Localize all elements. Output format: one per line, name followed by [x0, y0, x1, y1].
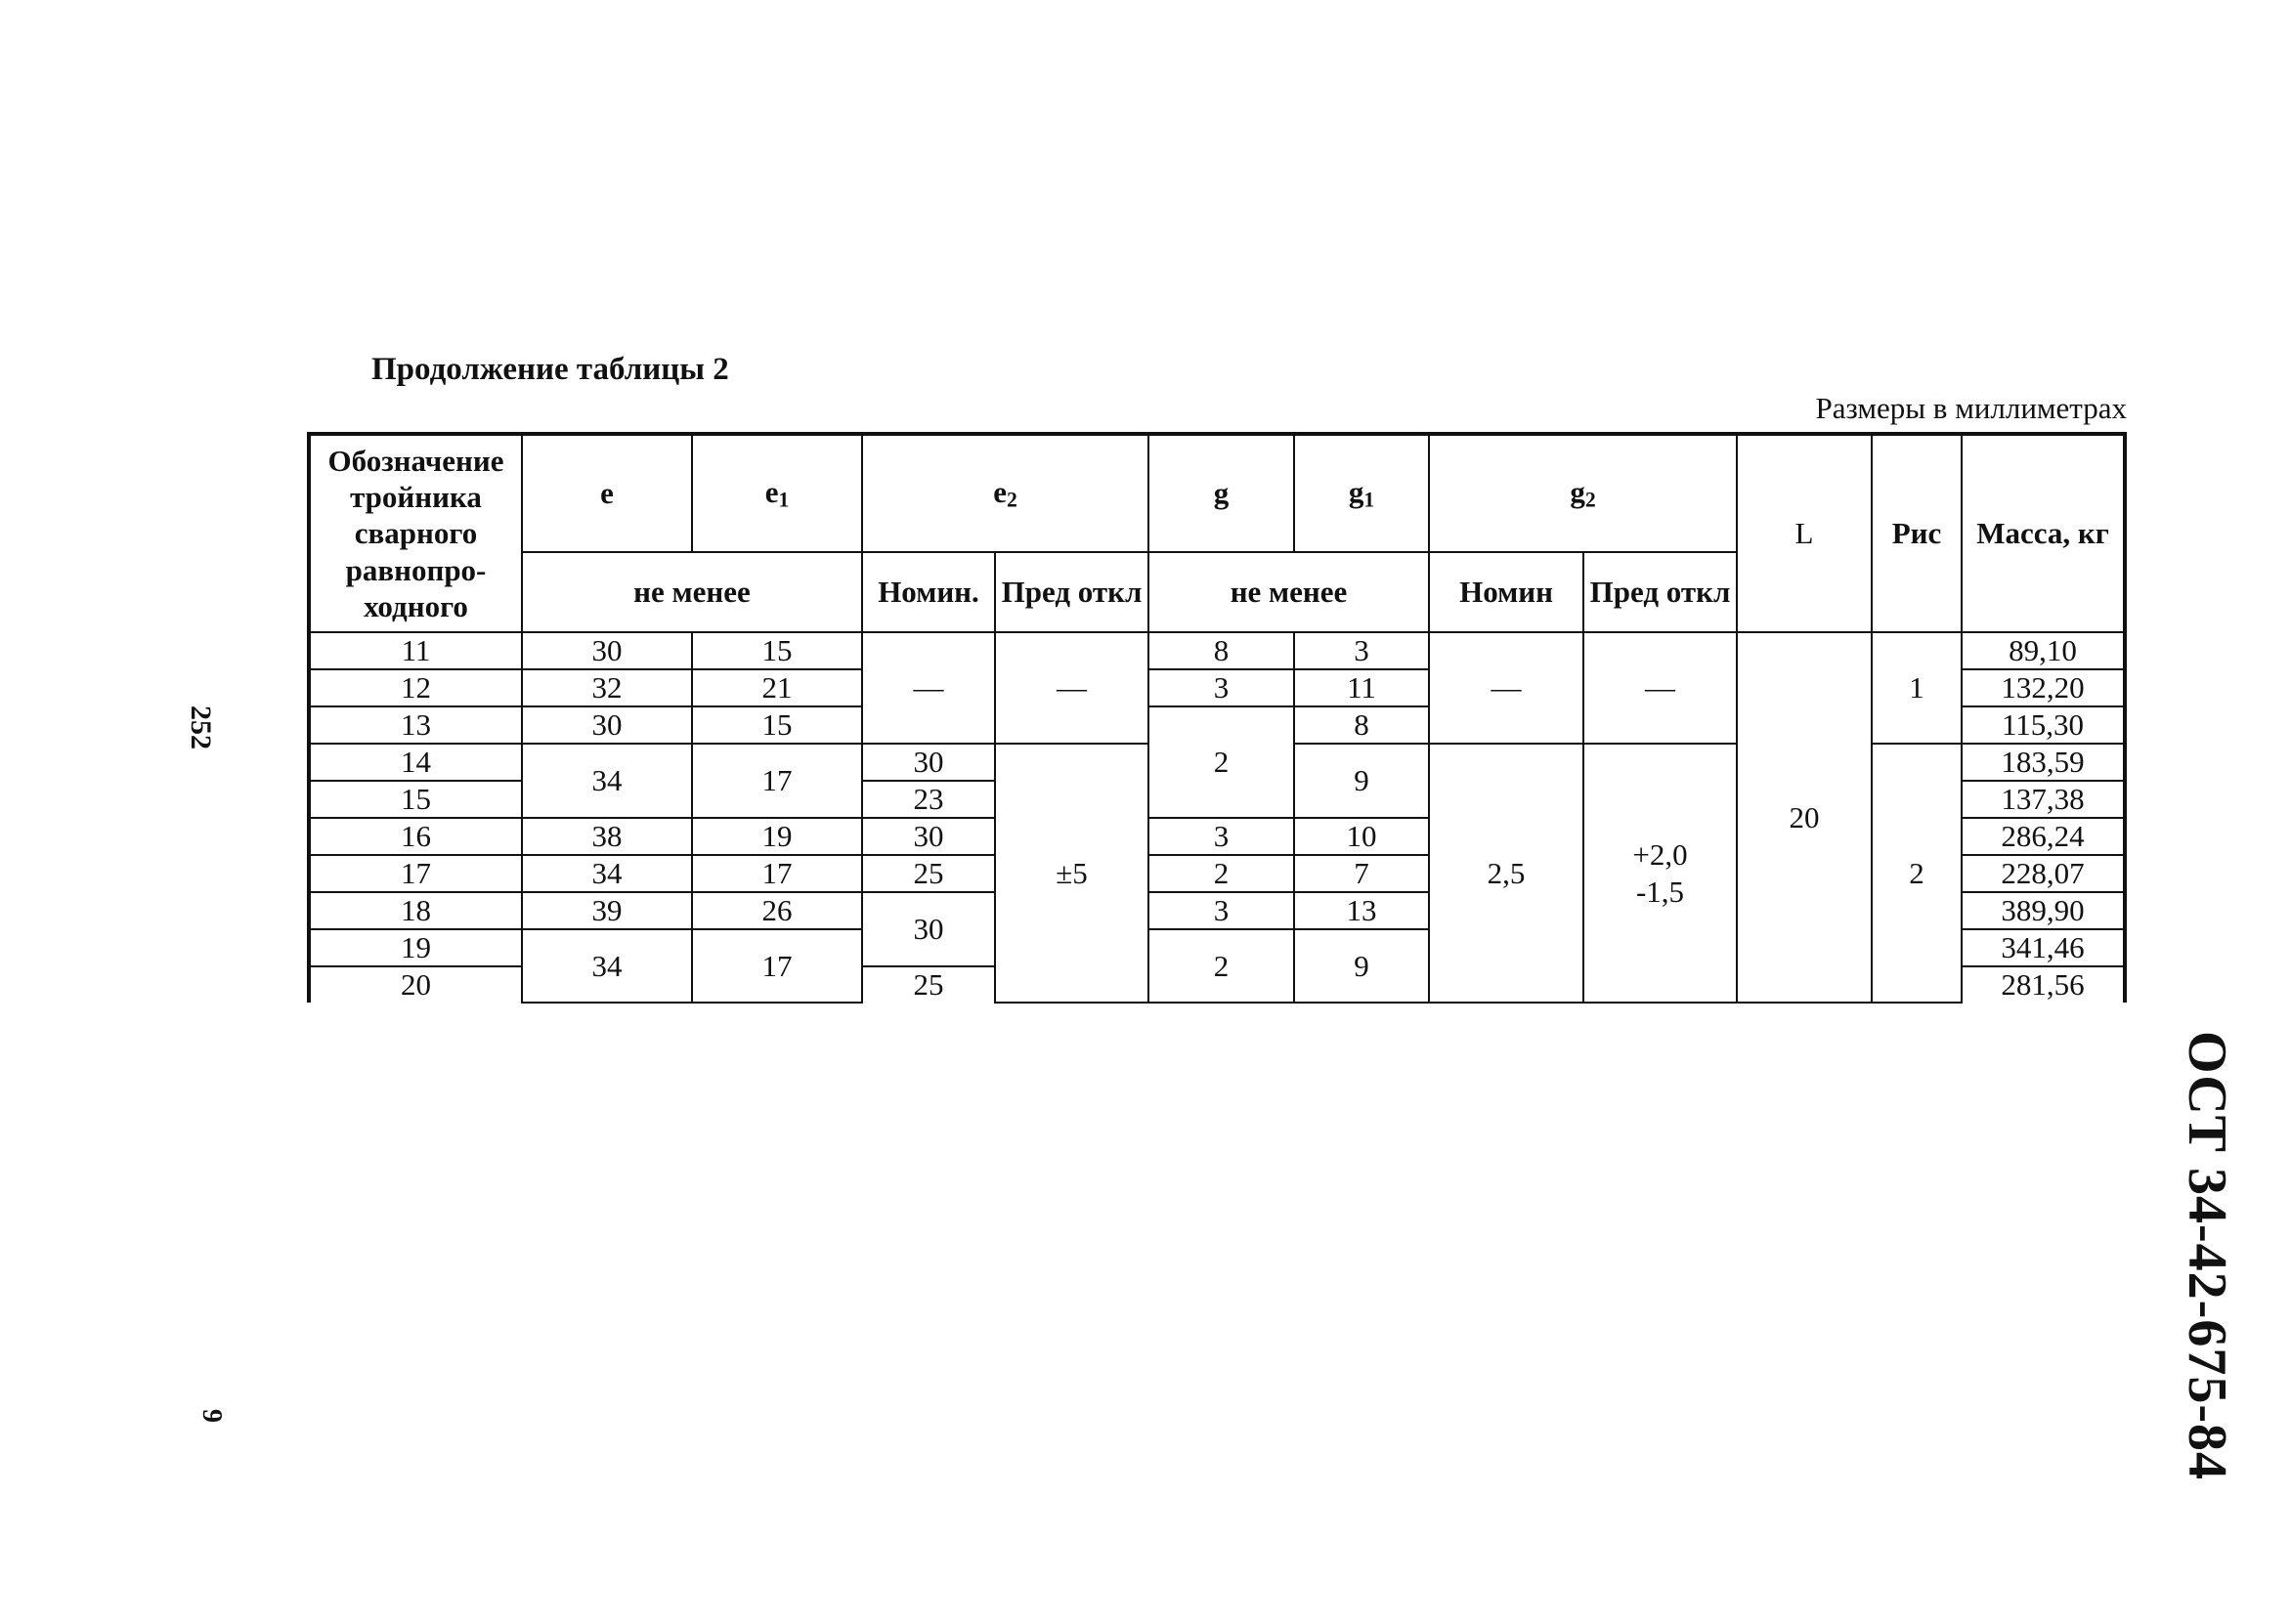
cell-e: 30 [522, 632, 692, 669]
cell-e2-nominal: 30 [862, 744, 995, 781]
cell-g2-tolerance: — [1583, 632, 1737, 744]
cell-g1: 3 [1294, 632, 1429, 669]
cell-e: 32 [522, 669, 692, 706]
cell-designation: 13 [309, 706, 522, 744]
cell-g: 3 [1148, 892, 1294, 929]
cell-e2-tolerance: ±5 [995, 744, 1148, 1003]
cell-e: 34 [522, 929, 692, 1003]
cell-e1: 17 [692, 855, 862, 892]
cell-e1: 19 [692, 818, 862, 855]
cell-fig: 2 [1872, 744, 1962, 1003]
header-designation: Обозначение тройника сварного равнопро-ходного [309, 434, 522, 632]
cell-designation: 20 [309, 966, 522, 1003]
cell-mass: 115,30 [1962, 706, 2125, 744]
g2-tolerance-minus: -1,5 [1635, 874, 1685, 909]
header-fig: Рис [1872, 434, 1962, 632]
cell-e2-nominal: 23 [862, 781, 995, 818]
header-e1: $e_1$ [692, 434, 862, 552]
cell-g1: 8 [1294, 706, 1429, 744]
header-not-less-g: не менее [1148, 552, 1429, 632]
cell-g1: 13 [1294, 892, 1429, 929]
cell-fig: 1 [1872, 632, 1962, 744]
cell-designation: 11 [309, 632, 522, 669]
header-e2: $e_2$ [862, 434, 1148, 552]
cell-designation: 19 [309, 929, 522, 966]
cell-mass: 137,38 [1962, 781, 2125, 818]
cell-designation: 15 [309, 781, 522, 818]
cell-e1: 17 [692, 929, 862, 1003]
cell-mass: 89,10 [1962, 632, 2125, 669]
header-g2: $g_2$ [1429, 434, 1737, 552]
cell-e: 38 [522, 818, 692, 855]
cell-mass: 183,59 [1962, 744, 2125, 781]
cell-g: 3 [1148, 818, 1294, 855]
document-code: ОСТ 34-42-675-84 [2177, 1031, 2237, 1480]
header-L: L [1737, 434, 1872, 632]
cell-e: 34 [522, 855, 692, 892]
cell-e: 34 [522, 744, 692, 818]
cell-e1: 15 [692, 632, 862, 669]
cell-e1: 15 [692, 706, 862, 744]
cell-g: 2 [1148, 706, 1294, 818]
cell-e2-nominal: — [862, 632, 995, 744]
cell-g: 2 [1148, 855, 1294, 892]
cell-g: 2 [1148, 929, 1294, 1003]
cell-g1: 10 [1294, 818, 1429, 855]
units-note: Размеры в миллиметрах [1815, 391, 2127, 425]
header-e2-nominal: Номин. [862, 552, 995, 632]
header-g2-tolerance: Пред откл [1583, 552, 1737, 632]
cell-g2-tolerance [1583, 744, 1737, 1003]
sheet-number: 9 [196, 1409, 227, 1423]
table-row [309, 632, 2125, 669]
cell-e: 39 [522, 892, 692, 929]
cell-designation: 16 [309, 818, 522, 855]
cell-g2-nominal: 2,5 [1429, 744, 1583, 1003]
header-mass: Масса, кг [1962, 434, 2125, 632]
header-g1: $g_1$ [1294, 434, 1429, 552]
cell-mass: 132,20 [1962, 669, 2125, 706]
header-e2-tolerance: Пред откл [995, 552, 1148, 632]
header-e: e [522, 434, 692, 552]
cell-e1: 21 [692, 669, 862, 706]
cell-e2-nominal: 30 [862, 892, 995, 966]
cell-g2-nominal: — [1429, 632, 1583, 744]
header-g2-nominal: Номин [1429, 552, 1583, 632]
cell-mass: 341,46 [1962, 929, 2125, 966]
cell-g: 3 [1148, 669, 1294, 706]
cell-designation: 18 [309, 892, 522, 929]
dimensions-table [307, 432, 2127, 1004]
cell-L: 20 [1737, 632, 1872, 1003]
cell-g: 8 [1148, 632, 1294, 669]
cell-designation: 14 [309, 744, 522, 781]
cell-e2-nominal: 25 [862, 966, 995, 1003]
table-caption: Продолжение таблицы 2 [371, 352, 729, 387]
cell-designation: 12 [309, 669, 522, 706]
cell-e2-tolerance: — [995, 632, 1148, 744]
page-number: 252 [185, 705, 217, 749]
cell-mass: 281,56 [1962, 966, 2125, 1003]
cell-e1: 26 [692, 892, 862, 929]
cell-mass: 228,07 [1962, 855, 2125, 892]
cell-e2-nominal: 25 [862, 855, 995, 892]
cell-g1: 9 [1294, 929, 1429, 1003]
cell-g1: 7 [1294, 855, 1429, 892]
cell-designation: 17 [309, 855, 522, 892]
cell-g1: 9 [1294, 744, 1429, 818]
cell-mass: 389,90 [1962, 892, 2125, 929]
cell-e2-nominal: 30 [862, 818, 995, 855]
g2-tolerance-plus: +2,0 [1632, 836, 1688, 872]
cell-e: 30 [522, 706, 692, 744]
header-not-less-e: не менее [522, 552, 862, 632]
cell-g1: 11 [1294, 669, 1429, 706]
cell-e1: 17 [692, 744, 862, 818]
cell-mass: 286,24 [1962, 818, 2125, 855]
header-g: g [1148, 434, 1294, 552]
